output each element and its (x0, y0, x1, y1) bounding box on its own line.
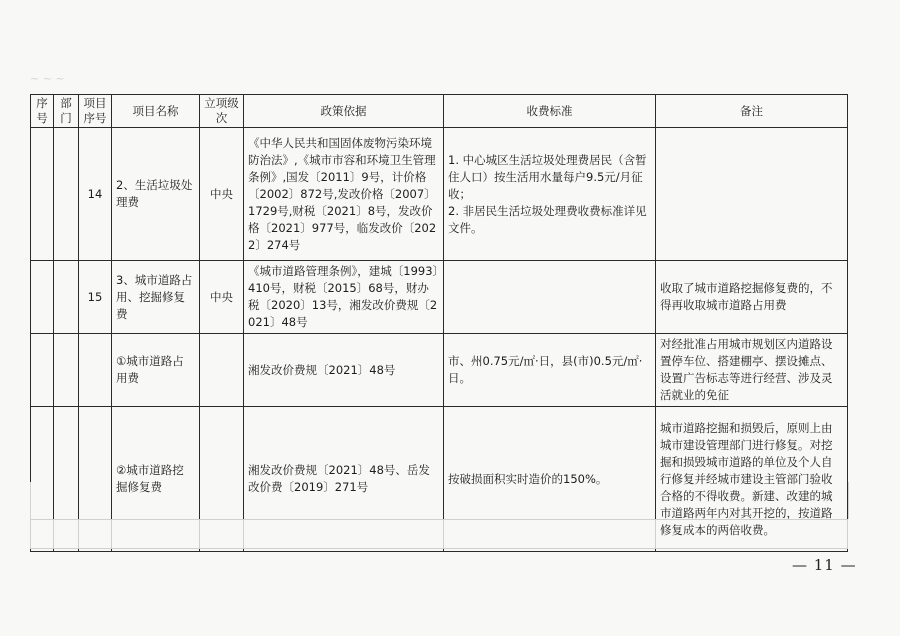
cell-remarks (656, 128, 848, 261)
cell-level (200, 334, 244, 407)
bleed-cell (112, 520, 200, 549)
bleed-cell (31, 520, 54, 549)
cell-item-seq: 15 (79, 261, 112, 334)
cell-seq (31, 128, 54, 261)
cell-level: 中央 (200, 261, 244, 334)
bleed-through-row (30, 482, 849, 519)
cell-standard: 按破损面积实时造价的150%。 (444, 407, 656, 552)
cell-standard: 1. 中心城区生活垃圾处理费居民（含暂住人口）按生活用水量每户9.5元/月征收； 2. 非居民生活垃圾处理费收费标准详见文件。 (444, 128, 656, 261)
header-basis: 政策依据 (244, 95, 444, 128)
cell-seq (31, 261, 54, 334)
bleed-cell (444, 520, 656, 549)
header-remarks: 备注 (656, 95, 848, 128)
cell-item-seq: 14 (79, 128, 112, 261)
cell-standard (444, 261, 656, 334)
header-standard: 收费标准 (444, 95, 656, 128)
cell-item-name: 3、城市道路占用、挖掘修复费 (112, 261, 200, 334)
cell-remarks: 城市道路挖掘和损毁后，原则上由城市建设管理部门进行修复。对挖掘和损毁城市道路的单位及个人自行修复并经城市建设主管部门验收合格的不得收费。新建、改建的城市道路两年内对其开挖的，按道路修复成本的两倍收费。 (656, 407, 848, 552)
cell-level: 中央 (200, 128, 244, 261)
cell-dept (54, 128, 79, 261)
table-header-row (31, 95, 848, 128)
bleed-cell (54, 520, 79, 549)
cell-dept (54, 334, 79, 407)
table-row (31, 334, 848, 407)
bleed-cell (244, 520, 444, 549)
header-seq: 序号 (31, 95, 54, 128)
cell-item-name: 2、生活垃圾处理费 (112, 128, 200, 261)
header-item-name: 项目名称 (112, 95, 200, 128)
bleed-cell (200, 520, 244, 549)
table-row (31, 128, 848, 261)
table-row (31, 261, 848, 334)
bleed-through-header (30, 519, 848, 549)
cell-standard: 市、州0.75元/㎡·日，县(市)0.5元/㎡·日。 (444, 334, 656, 407)
page-number: — 11 — (792, 556, 857, 574)
bleed-cell (656, 520, 848, 549)
cell-basis: 《中华人民共和国固体废物污染环境防治法》,《城市市容和环境卫生管理条例》,国发〔2011〕9号，计价格〔2002〕872号,发改价格〔2007〕1729号,财税〔2021〕8号，发改价格〔2021〕977号，临发改价〔2022〕274号 (244, 128, 444, 261)
cell-item-seq (79, 334, 112, 407)
cell-basis: 《城市道路管理条例》，建城〔1993〕410号，财税〔2015〕68号，财办税〔2020〕13号，湘发改价费规〔2021〕48号 (244, 261, 444, 334)
cell-item-name: ②城市道路挖掘修复费 (112, 407, 200, 552)
cell-dept (54, 261, 79, 334)
cell-item-name: ①城市道路占用费 (112, 334, 200, 407)
cell-basis: 湘发改价费规〔2021〕48号 (244, 334, 444, 407)
header-dept: 部门 (54, 95, 79, 128)
cell-basis: 湘发改价费规〔2021〕48号、岳发改价费〔2019〕271号 (244, 407, 444, 552)
header-level: 立项级次 (200, 95, 244, 128)
cell-remarks: 对经批准占用城市规划区内道路设置停车位、搭建棚亭、摆设摊点、设置广告标志等进行经营、涉及灵活就业的免征 (656, 334, 848, 407)
bleed-through-mark: ~ ~ ~ (30, 72, 65, 85)
header-item-seq: 项目序号 (79, 95, 112, 128)
cell-seq (31, 334, 54, 407)
cell-remarks: 收取了城市道路挖掘修复费的，不得再收取城市道路占用费 (656, 261, 848, 334)
bleed-cell (79, 520, 112, 549)
